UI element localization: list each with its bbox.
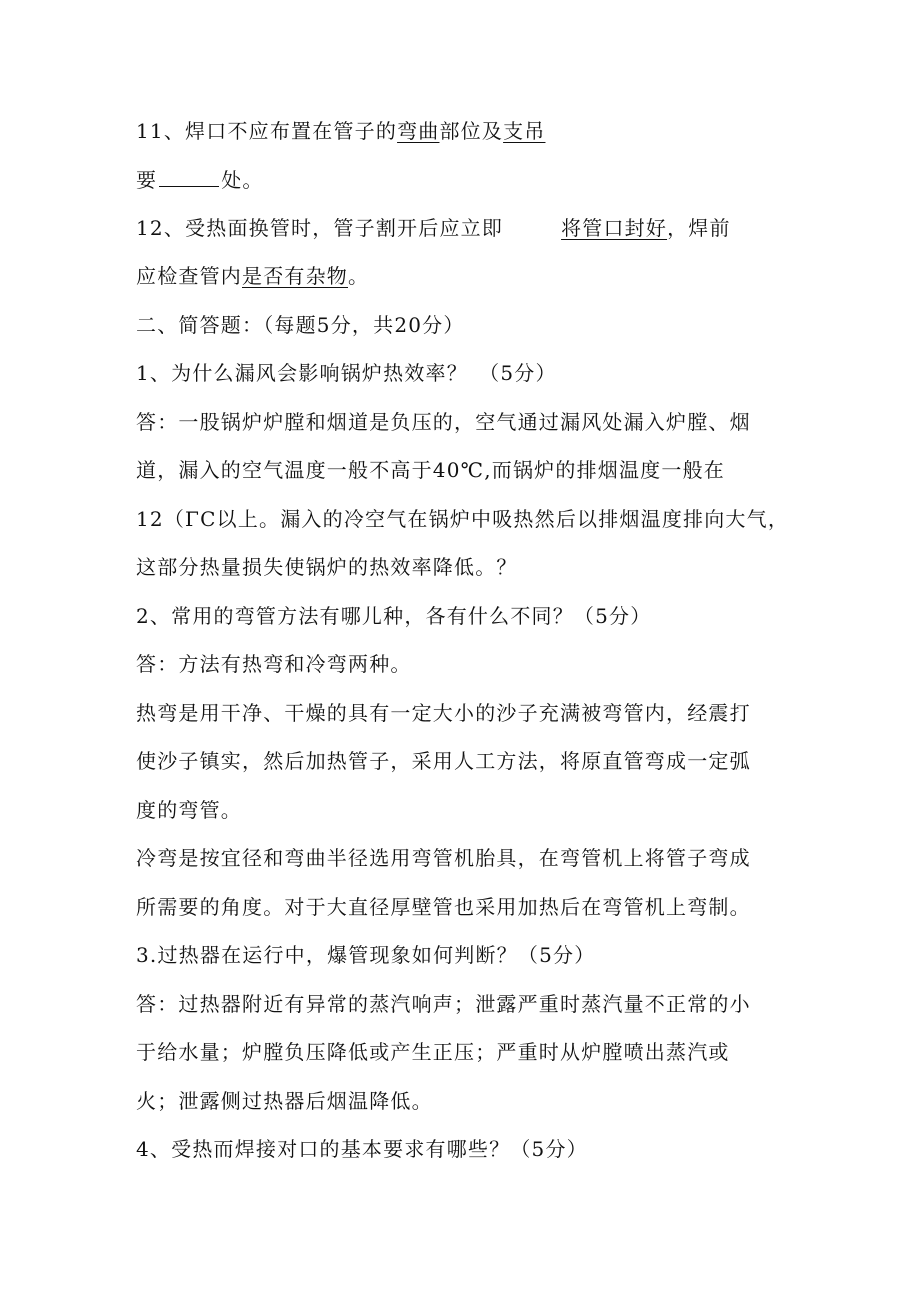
q11-text: 11、焊口不应布置在管子的 bbox=[136, 119, 398, 143]
sa2-answer-line: 答：方法有热弯和冷弯两种。 bbox=[136, 652, 412, 676]
sa2-answer-line: 使沙子镇实，然后加热管子，采用人工方法，将原直管弯成一定弧 bbox=[136, 749, 751, 773]
q11-text-2: 部位及 bbox=[439, 119, 504, 143]
q11-line-1 bbox=[136, 117, 545, 145]
sa2-answer-line: 度的弯管。 bbox=[136, 798, 242, 822]
sa1-answer-line: 12（ΓC以上。漏入的冷空气在锅炉中吸热然后以排烟温度排向大气， bbox=[136, 507, 790, 531]
sa1-question: 1、为什么漏风会影响锅炉热效率？ （5分） bbox=[136, 361, 557, 385]
sa4-question: 4、受热而焊接对口的基本要求有哪些？（5分） bbox=[136, 1137, 588, 1161]
sa1-answer-line: 答：一股锅炉炉膛和烟道是负压的，空气通过漏风处漏入炉膛、烟 bbox=[136, 410, 751, 434]
sa1-answer-line: 这部分热量损失使锅炉的热效率降低。？ bbox=[136, 555, 518, 579]
sa2-answer-line: 所需要的角度。对于大直径厚壁管也采用加热后在弯管机上弯制。 bbox=[136, 895, 751, 919]
q11-text-4: 处。 bbox=[221, 168, 264, 192]
sa2-answer-line: 冷弯是按宜径和弯曲半径选用弯管机胎具，在弯管机上将管子弯成 bbox=[136, 846, 751, 870]
q11-fill-blank bbox=[159, 168, 219, 187]
q11-answer-1: 弯曲 bbox=[397, 119, 440, 143]
sa3-answer-line: 答：过热器附近有异常的蒸汽响声；泄露严重时蒸汽量不正常的小 bbox=[136, 992, 751, 1016]
q11-line-2 bbox=[136, 166, 264, 194]
q12-text: 12、受热面换管时，管子割开后应立即 bbox=[136, 216, 504, 240]
q12-answer-1: 将管口封好 bbox=[561, 216, 668, 240]
sa2-question: 2、常用的弯管方法有哪儿种，各有什么不同？（5分） bbox=[136, 604, 652, 628]
q12-text-2: ，焊前 bbox=[667, 216, 731, 240]
sa3-answer-line: 火；泄露侧过热器后烟温降低。 bbox=[136, 1089, 433, 1113]
q12-text-4: 。 bbox=[348, 264, 370, 288]
q12-text-3: 应检查管内 bbox=[136, 264, 242, 288]
q11-answer-2: 支吊 bbox=[503, 119, 546, 143]
sa2-answer-line: 热弯是用干净、干燥的具有一定大小的沙子充满被弯管内，经震打 bbox=[136, 701, 751, 725]
sa3-question: 3.过热器在运行中，爆管现象如何判断？（5分） bbox=[136, 943, 596, 967]
section-heading: 二、简答题：（每题5分，共20分） bbox=[136, 313, 465, 337]
q12-line-1 bbox=[136, 214, 731, 242]
q12-answer-2: 是否有杂物 bbox=[242, 264, 348, 288]
q11-text-3: 要 bbox=[136, 168, 158, 192]
q12-line-2 bbox=[136, 262, 369, 290]
sa1-answer-line: 道，漏入的空气温度一般不高于40℃,而锅炉的排烟温度一般在 bbox=[136, 458, 725, 482]
sa3-answer-line: 于给水量；炉膛负压降低或产生正压；严重时从炉膛喷出蒸汽或 bbox=[136, 1040, 730, 1064]
